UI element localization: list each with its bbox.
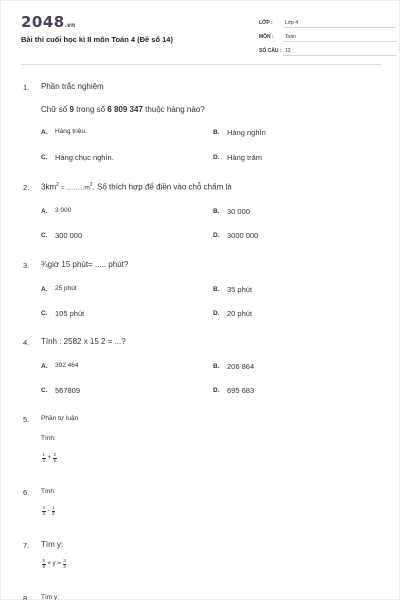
option-letter[interactable]: B.	[213, 208, 220, 215]
question-number: 2.	[23, 183, 30, 192]
option-letter[interactable]: D.	[213, 310, 220, 317]
subject-value: Toán	[285, 34, 296, 40]
option-text[interactable]: 35 phút	[227, 285, 253, 294]
option-letter[interactable]: B.	[213, 363, 220, 370]
option-text[interactable]: 3000 000	[227, 231, 259, 240]
option-text[interactable]: Hàng trăm	[227, 153, 263, 162]
math-expression: $\frac{5}{8}$ × y = $\frac{3}{2}$	[42, 558, 66, 569]
option-letter[interactable]: A.	[41, 208, 48, 215]
option-text[interactable]: Hàng nghìn	[227, 128, 266, 137]
option-text[interactable]: 20 phút	[227, 309, 253, 318]
option-letter[interactable]: B.	[213, 286, 220, 293]
question-text: Tính : 2582 x 15 2 = ...?	[41, 337, 126, 346]
fraction: $\frac{3}{2}$	[63, 558, 66, 569]
option-text[interactable]: 30 000	[227, 207, 250, 216]
option-letter[interactable]: B.	[213, 129, 220, 136]
section-title-multiple-choice: Phần trắc nghiệm	[41, 82, 104, 91]
site-logo[interactable]: 2048.vn	[21, 13, 76, 31]
fraction: $\frac{1}{2}$	[52, 505, 55, 516]
math-expression: $\frac{4}{3}$ - $\frac{1}{2}$	[42, 505, 55, 516]
option-text[interactable]: Hàng chục nghìn.	[55, 153, 114, 162]
class-label: LỚP :	[259, 20, 273, 26]
option-letter[interactable]: A.	[41, 129, 48, 136]
exam-title: Bài thi cuối học kì II môn Toán 4 (Đề số 14)	[21, 35, 173, 44]
question-number: 3.	[23, 261, 30, 270]
option-text[interactable]: 300 000	[55, 231, 83, 240]
section-title-essay: Phần tự luận	[41, 415, 79, 422]
option-letter[interactable]: A.	[41, 286, 48, 293]
option-text[interactable]: 392 464	[55, 362, 79, 369]
option-text[interactable]: 206 864	[227, 362, 255, 371]
option-letter[interactable]: D.	[213, 232, 220, 239]
question-number: 4.	[23, 338, 30, 347]
question-label: Tìm y:	[41, 594, 60, 600]
question-number: 6.	[23, 488, 30, 497]
question-label: Tìm y:	[41, 540, 64, 549]
question-number: 8.	[23, 594, 30, 600]
count-underline	[283, 55, 397, 56]
question-text: Chữ số 9 trong số 6 809 347 thuộc hàng nào?	[41, 105, 205, 114]
fraction: $\frac{1}{4}$	[42, 452, 46, 463]
count-value: 12	[285, 48, 291, 54]
math-expression: $\frac{1}{4}$ + $\frac{2}{5}$	[42, 452, 57, 463]
question-label: Tính:	[41, 435, 56, 442]
option-letter[interactable]: D.	[213, 387, 220, 394]
option-text[interactable]: 567809	[55, 386, 81, 395]
option-text[interactable]: 105 phút	[55, 309, 85, 318]
fraction: $\frac{4}{3}$	[42, 505, 46, 516]
option-text[interactable]: 25 phút	[55, 285, 77, 292]
option-text[interactable]: Hàng triệu.	[55, 128, 87, 135]
option-text[interactable]: 3 000	[55, 207, 72, 214]
option-letter[interactable]: D.	[213, 154, 220, 161]
question-number: 7.	[23, 541, 30, 550]
header-divider	[21, 64, 381, 65]
question-text: ¾giờ 15 phút= ..... phút?	[41, 260, 129, 269]
option-letter[interactable]: C.	[41, 232, 48, 239]
question-text: $3km^2 = ..........m^2$. Số thích hợp để điền vào chỗ chấm là	[41, 182, 232, 192]
option-text[interactable]: 695 683	[227, 386, 255, 395]
exam-header	[1, 1, 400, 67]
option-letter[interactable]: C.	[41, 310, 48, 317]
class-value: Lớp 4	[285, 20, 299, 26]
subject-label: MÔN :	[259, 34, 274, 40]
fraction: $\frac{2}{5}$	[53, 452, 57, 463]
class-underline	[283, 27, 397, 28]
count-label: SỐ CÂU :	[259, 48, 282, 54]
option-letter[interactable]: A.	[41, 363, 48, 370]
option-letter[interactable]: C.	[41, 154, 48, 161]
fraction: $\frac{5}{8}$	[42, 558, 46, 569]
question-number: 5.	[23, 415, 30, 424]
question-label: Tính:	[41, 488, 56, 495]
question-number: 1.	[23, 83, 30, 92]
subject-underline	[283, 41, 397, 42]
option-letter[interactable]: C.	[41, 387, 48, 394]
